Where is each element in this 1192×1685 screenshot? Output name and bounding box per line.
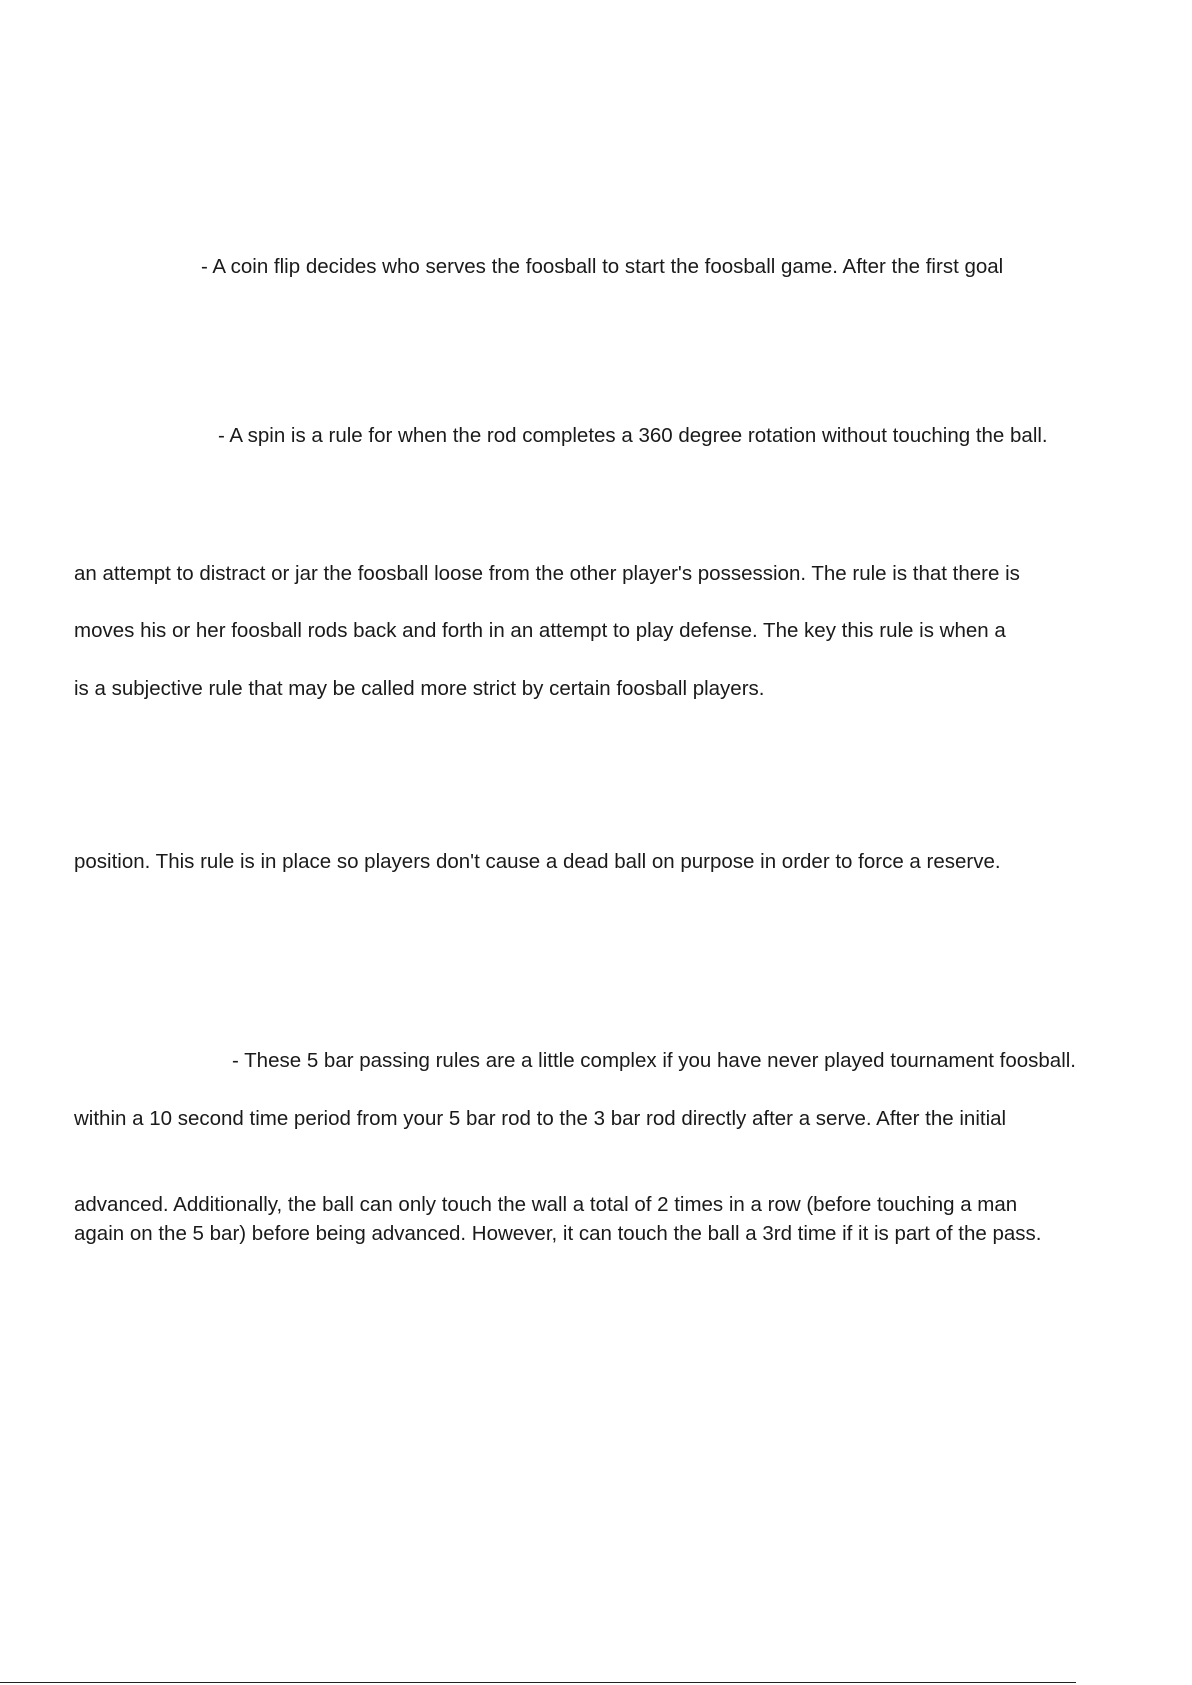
text-line-10-second: within a 10 second time period from your 5 bar rod to the 3 bar rod directly after a serve. After the initial <box>74 1107 1007 1130</box>
text-line-coin-flip: - A coin flip decides who serves the foosball to start the foosball game. After the first goal <box>201 255 1004 278</box>
text-line-dead-ball: position. This rule is in place so players don't cause a dead ball on purpose in order to force a reserve. <box>74 850 1001 873</box>
text-line-3rd-touch: again on the 5 bar) before being advanced. However, it can touch the ball a 3rd time if it is part of the pass. <box>74 1222 1042 1245</box>
text-line-distract: an attempt to distract or jar the foosball loose from the other player's possession. The rule is that there is <box>74 562 1020 585</box>
text-line-5-bar-passing: - These 5 bar passing rules are a little complex if you have never played tournament foosball. <box>232 1049 1077 1072</box>
footer-divider <box>0 1682 1076 1683</box>
text-line-defense: moves his or her foosball rods back and forth in an attempt to play defense. The key this rule is when a <box>74 619 1006 642</box>
text-line-subjective: is a subjective rule that may be called more strict by certain foosball players. <box>74 677 765 700</box>
text-line-spin-rule: - A spin is a rule for when the rod completes a 360 degree rotation without touching the ball. <box>218 424 1048 447</box>
text-line-wall-touch: advanced. Additionally, the ball can only touch the wall a total of 2 times in a row (before touching a man <box>74 1193 1018 1216</box>
